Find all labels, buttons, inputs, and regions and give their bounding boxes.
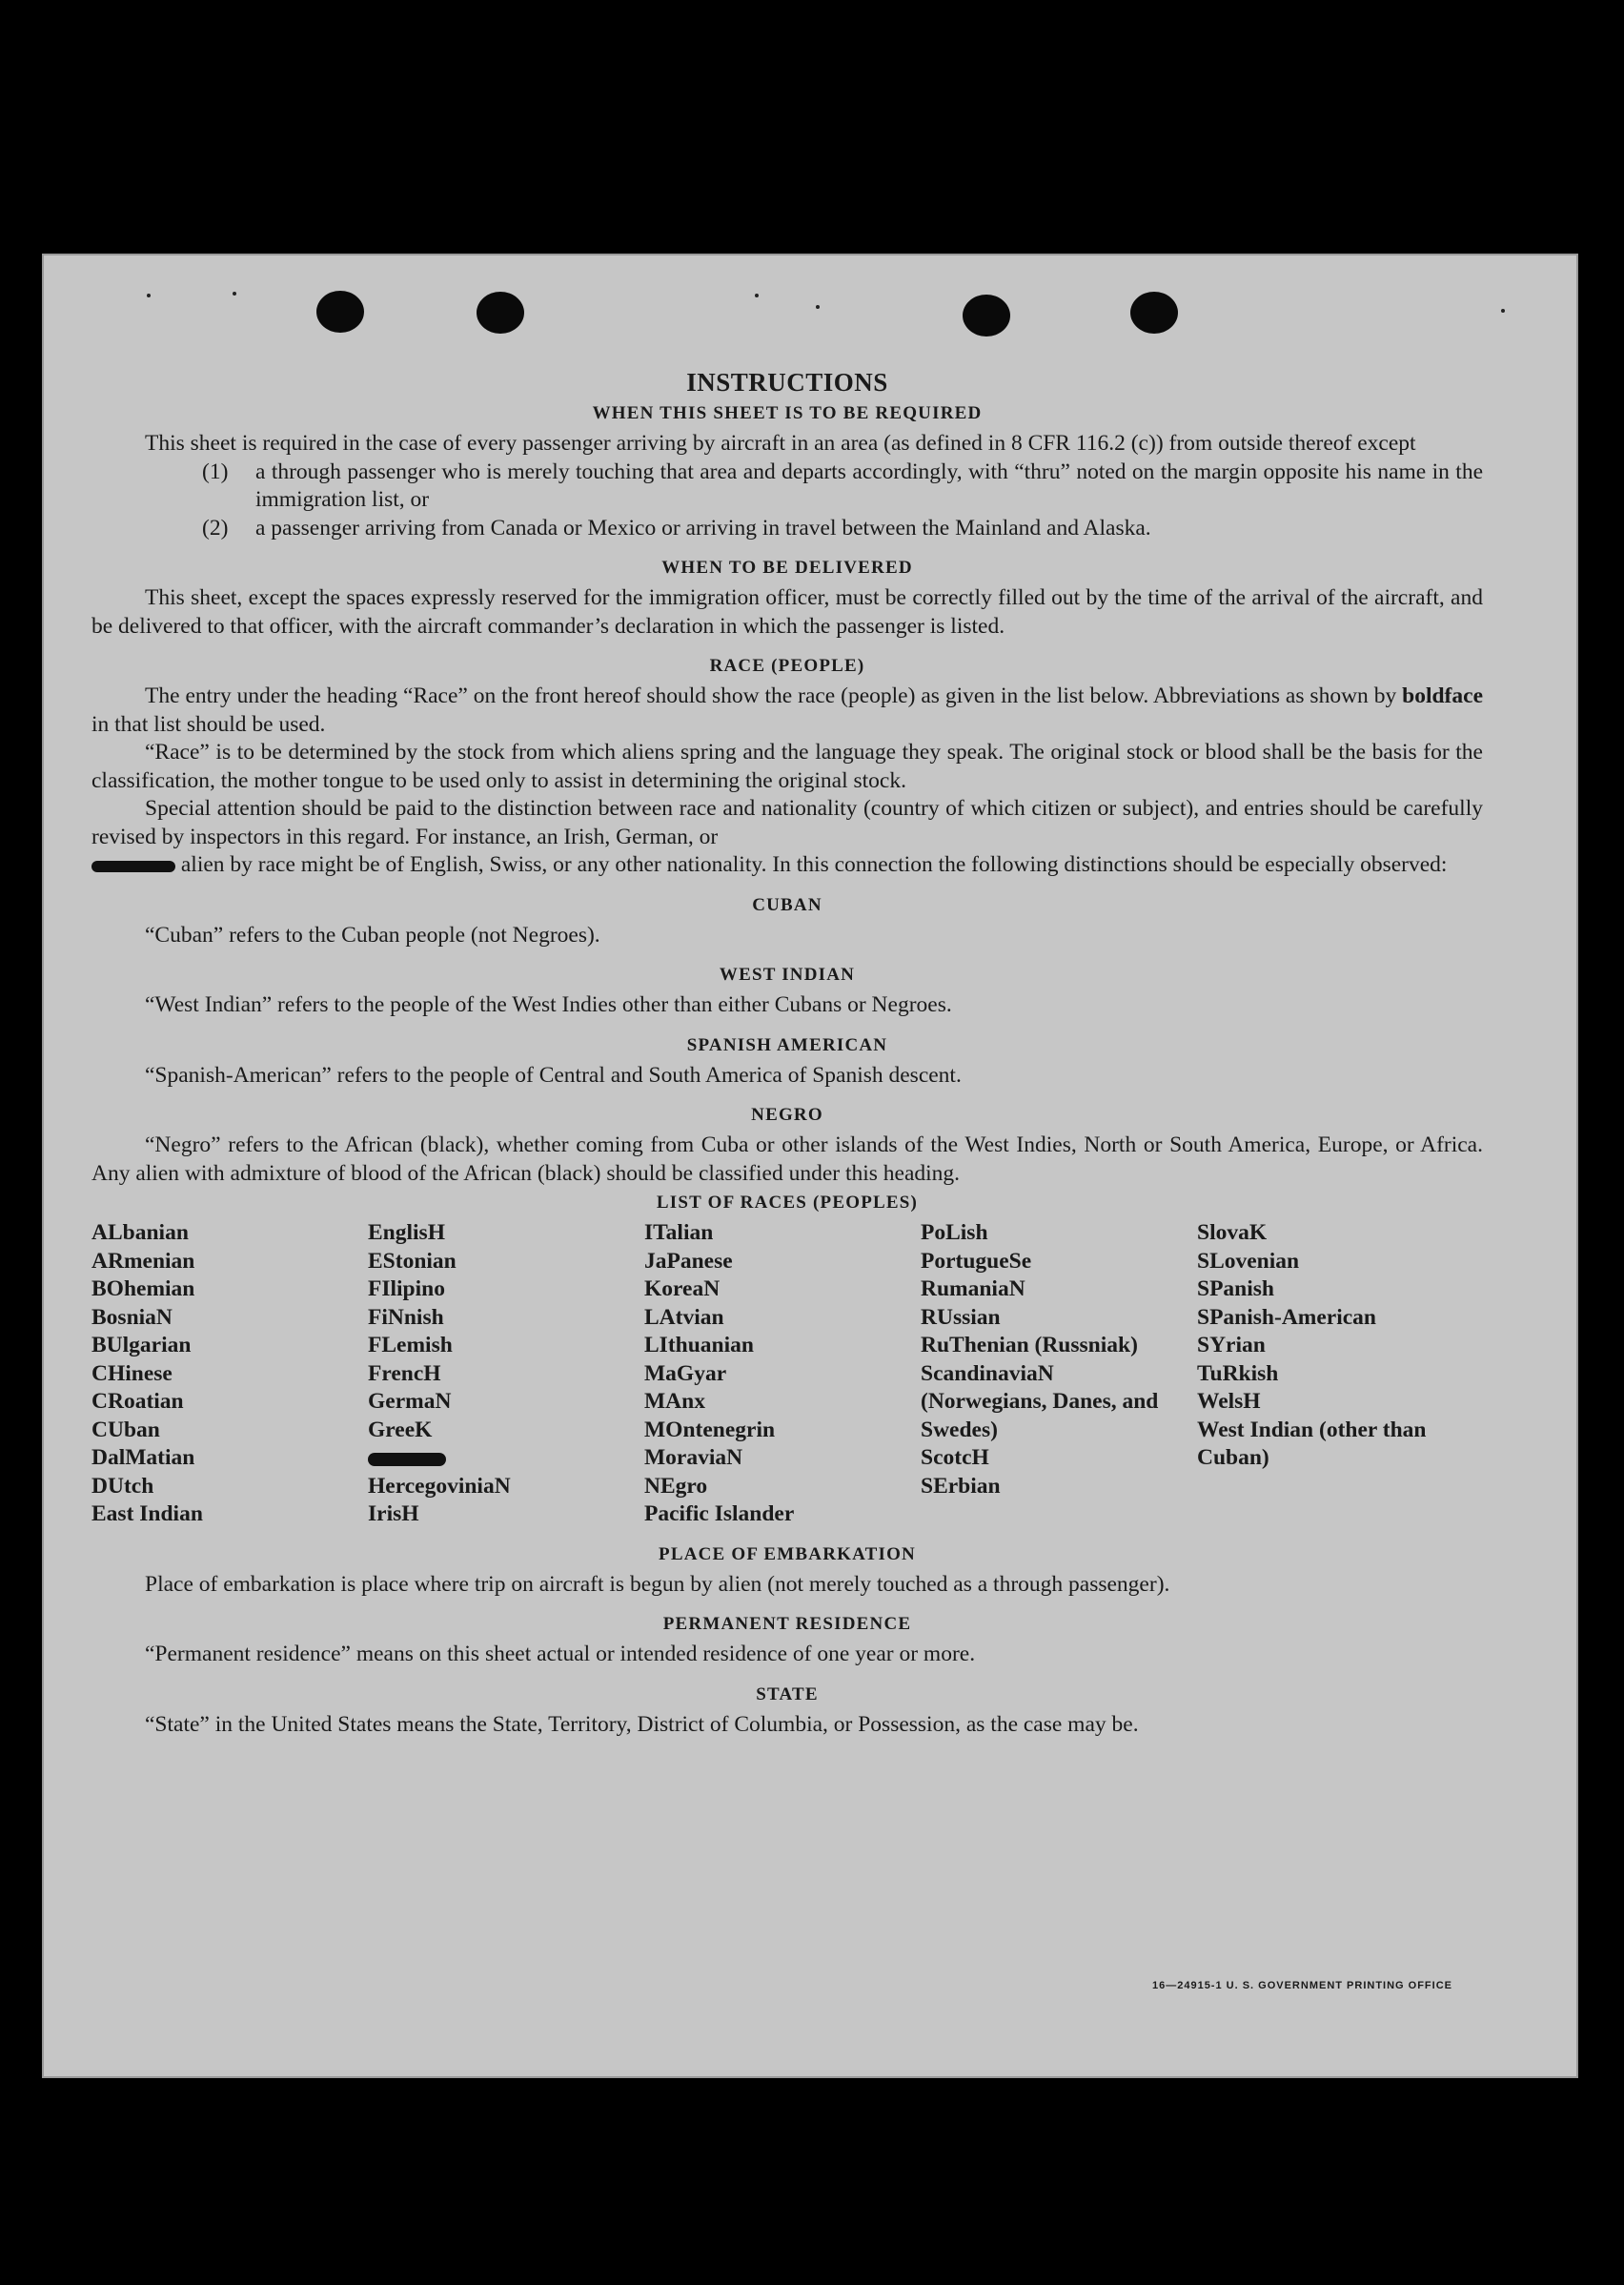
race-item: MOntenegrin xyxy=(644,1417,776,1442)
heading-when-required: WHEN THIS SHEET IS TO BE REQUIRED xyxy=(592,403,983,423)
races-column-2 xyxy=(368,1219,644,1529)
race-item: Pacific Islander xyxy=(644,1501,795,1526)
heading-list-of-races: LIST OF RACES (PEOPLES) xyxy=(656,1193,919,1213)
race-item: FLemish xyxy=(368,1333,453,1357)
punch-hole xyxy=(316,291,364,333)
spanish-american-text: “Spanish-American” refers to the people of Central and South America of Spanish descent. xyxy=(145,1062,962,1088)
race-item: West Indian (other than Cuban) xyxy=(1197,1417,1427,1470)
negro-text: “Negro” refers to the African (black), whether coming from Cuba or other islands of the West Indies, North or South America, Europe, or Africa. Any alien with admixture of blood of the African (black) should be classified under this heading. xyxy=(91,1132,1483,1186)
race-paragraph-2: “Race” is to be determined by the stock from which aliens spring and the language they speak. The original stock or blood shall be the basis for the classification, the mother tongue to be used only to assist in determining the original stock. xyxy=(91,740,1483,793)
race-item: SLovenian xyxy=(1197,1248,1300,1274)
race-p1-text-end: in that list should be used. xyxy=(91,711,326,737)
races-list xyxy=(91,1219,1483,1529)
heading-when-delivered: WHEN TO BE DELIVERED xyxy=(661,558,913,578)
races-column-1 xyxy=(91,1219,368,1529)
item-text: a passenger arriving from Canada or Mexico or arriving in travel between the Mainland and Alaska. xyxy=(255,515,1151,541)
race-item: DalMatian xyxy=(91,1445,195,1470)
heading-race: RACE (PEOPLE) xyxy=(709,656,865,676)
race-item: BOhemian xyxy=(91,1276,195,1301)
race-item: FrencH xyxy=(368,1360,441,1386)
race-p3-text-end: alien by race might be of English, Swiss, or any other nationality. In this connection the following distinctions should be especially observed: xyxy=(175,852,1448,877)
document-sheet xyxy=(42,254,1578,2078)
redaction-mark xyxy=(91,861,175,872)
race-item: SPanish-American xyxy=(1197,1304,1376,1330)
punch-hole xyxy=(963,295,1010,337)
heading-embarkation: PLACE OF EMBARKATION xyxy=(659,1543,916,1564)
punch-hole xyxy=(477,292,524,334)
speck xyxy=(816,305,820,309)
race-item: MaGyar xyxy=(644,1360,727,1386)
punch-hole xyxy=(1130,292,1178,334)
race-item: SErbian xyxy=(921,1473,1001,1499)
race-item: ALbanian xyxy=(91,1220,189,1245)
exception-item-2 xyxy=(202,515,1483,543)
race-item: GermaN xyxy=(368,1389,452,1414)
races-column-3 xyxy=(644,1219,921,1529)
race-item: PoLish xyxy=(921,1220,988,1245)
race-item: PortugueSe xyxy=(921,1248,1032,1274)
heading-spanish-american: SPANISH AMERICAN xyxy=(686,1034,888,1055)
when-delivered-text: This sheet, except the spaces expressly reserved for the immigration officer, must be correctly filled out by the time of the arrival of the aircraft, and be delivered to that officer, with the aircraft commander’s declaration in which the passenger is listed. xyxy=(91,585,1483,639)
speck xyxy=(233,292,236,296)
race-item: MoraviaN xyxy=(644,1445,743,1470)
race-p1-bold: boldface xyxy=(1402,683,1483,708)
races-column-5 xyxy=(1197,1219,1454,1529)
race-item: LIthuanian xyxy=(644,1333,754,1357)
race-item: HercegoviniaN xyxy=(368,1473,511,1499)
race-item: ARmenian xyxy=(91,1248,195,1274)
exception-item-1 xyxy=(202,459,1483,515)
race-item: SYrian xyxy=(1197,1333,1266,1357)
race-item: MAnx xyxy=(644,1389,705,1414)
race-item: EStonian xyxy=(368,1248,457,1274)
race-p3-text: Special attention should be paid to the distinction between race and nationality (country of which citizen or subject), and entries should be carefully revised by inspectors in this regard. For instance, an Irish, German, or xyxy=(91,796,1483,849)
item-number: (1) xyxy=(202,459,229,484)
race-item: CRoatian xyxy=(91,1389,184,1414)
race-item: ScandinaviaN (Norwegians, Danes, and Swedes) xyxy=(921,1360,1159,1442)
race-paragraph-1 xyxy=(91,683,1483,739)
redaction-mark xyxy=(368,1453,446,1466)
when-required-text: This sheet is required in the case of every passenger arriving by aircraft in an area (as defined in 8 CFR 116.2 (c)) from outside thereof except xyxy=(145,431,1416,456)
race-item: SlovaK xyxy=(1197,1220,1268,1245)
race-p1-text: The entry under the heading “Race” on the front hereof should show the race (people) as given in the list below. Abbreviations as shown by xyxy=(145,683,1403,708)
race-item: FiNnish xyxy=(368,1304,444,1330)
cuban-text: “Cuban” refers to the Cuban people (not Negroes). xyxy=(145,922,600,948)
race-item: ScotcH xyxy=(921,1445,989,1470)
race-item: IrisH xyxy=(368,1501,419,1526)
heading-state: STATE xyxy=(756,1683,819,1704)
instructions-content xyxy=(91,366,1483,1739)
west-indian-text: “West Indian” refers to the people of the West Indies other than either Cubans or Negroes. xyxy=(145,992,952,1017)
race-item: SPanish xyxy=(1197,1276,1274,1301)
race-item: GreeK xyxy=(368,1417,433,1442)
race-item: FIlipino xyxy=(368,1276,445,1301)
heading-permanent-residence: PERMANENT RESIDENCE xyxy=(662,1614,912,1634)
race-item: East Indian xyxy=(91,1501,203,1526)
race-item: NEgro xyxy=(644,1473,708,1499)
race-item: BUlgarian xyxy=(91,1333,192,1357)
speck xyxy=(1501,309,1505,313)
heading-cuban: CUBAN xyxy=(752,894,822,915)
race-paragraph-3 xyxy=(91,795,1483,880)
race-item: LAtvian xyxy=(644,1304,724,1330)
race-item: ITalian xyxy=(644,1220,714,1245)
page-title: INSTRUCTIONS xyxy=(686,368,888,397)
race-item: EnglisH xyxy=(368,1220,445,1245)
residence-text: “Permanent residence” means on this sheet actual or intended residence of one year or more. xyxy=(145,1642,976,1666)
race-item: WelsH xyxy=(1197,1389,1261,1414)
item-number: (2) xyxy=(202,515,229,541)
embarkation-text: Place of embarkation is place where trip on aircraft is begun by alien (not merely touched as a through passenger). xyxy=(145,1571,1170,1597)
item-text: a through passenger who is merely touching that area and departs accordingly, with “thru” noted on the margin opposite his name in the immigration list, or xyxy=(255,459,1483,512)
race-item: RuThenian (Russniak) xyxy=(921,1333,1138,1357)
speck xyxy=(147,294,151,297)
race-item: RUssian xyxy=(921,1304,1001,1330)
races-column-4 xyxy=(921,1219,1197,1529)
heading-west-indian: WEST INDIAN xyxy=(719,965,856,985)
state-text: “State” in the United States means the State, Territory, District of Columbia, or Possession, as the case may be. xyxy=(145,1711,1139,1737)
speck xyxy=(755,294,759,297)
heading-negro: NEGRO xyxy=(751,1105,823,1125)
redacted-race-item xyxy=(368,1444,644,1473)
race-item: CHinese xyxy=(91,1360,173,1386)
race-item: TuRkish xyxy=(1197,1360,1279,1386)
printer-line: 16—24915-1 U. S. GOVERNMENT PRINTING OFFICE xyxy=(1151,1980,1452,1991)
race-item: DUtch xyxy=(91,1473,154,1499)
race-item: CUban xyxy=(91,1417,160,1442)
race-item: JaPanese xyxy=(644,1248,733,1274)
race-item: RumaniaN xyxy=(921,1276,1025,1301)
race-item: KoreaN xyxy=(644,1276,721,1301)
race-item: BosniaN xyxy=(91,1304,173,1330)
